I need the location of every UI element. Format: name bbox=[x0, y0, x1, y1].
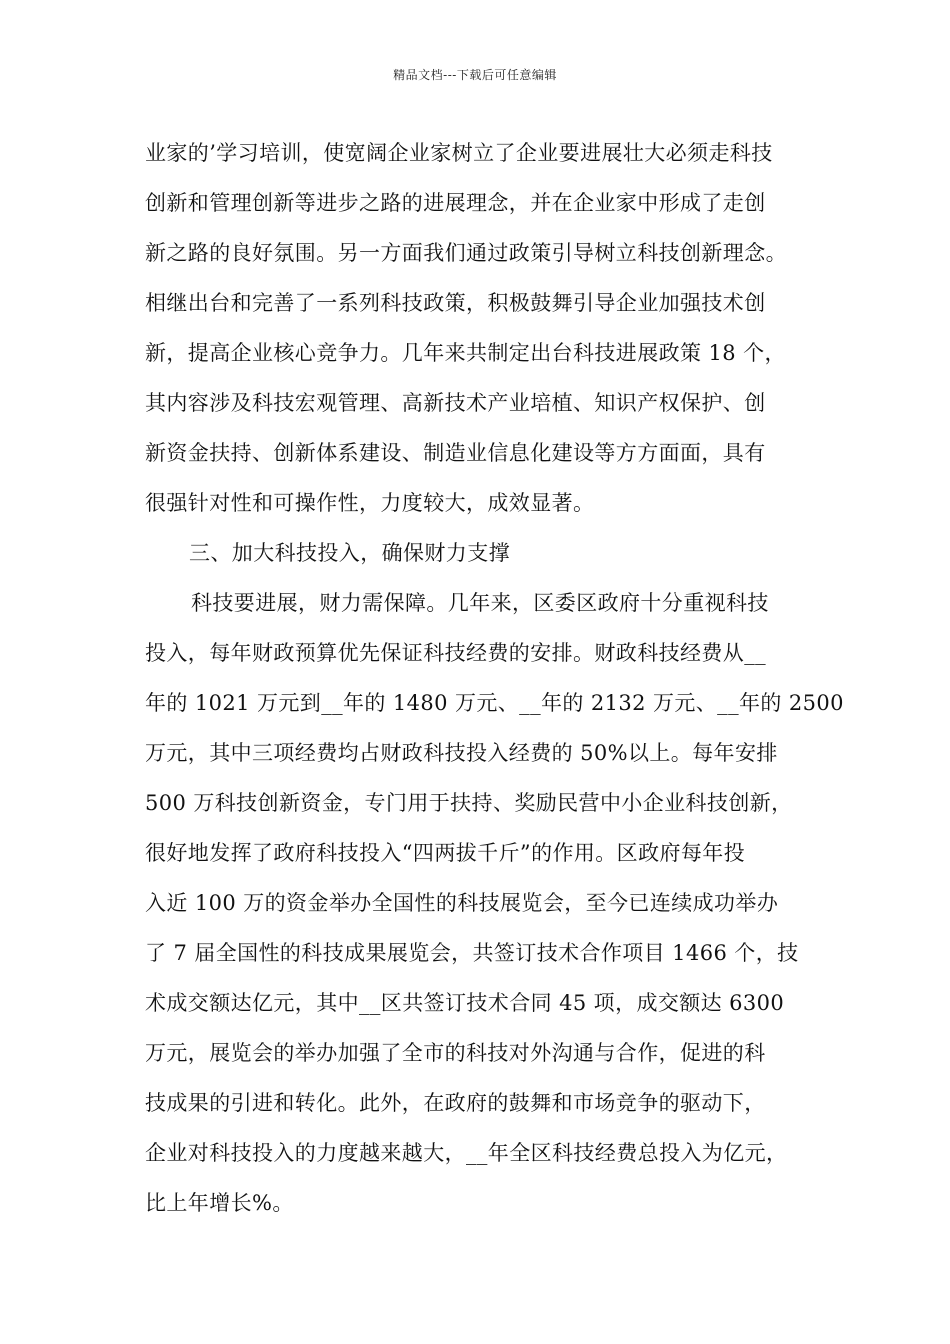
text-line: 新资金扶持、创新体系建设、制造业信息化建设等方方面面，具有 bbox=[145, 441, 766, 465]
text-line: 万元，展览会的举办加强了全市的科技对外沟通与合作，促进的科 bbox=[145, 1041, 766, 1065]
text-line: 比上年增长%。 bbox=[145, 1191, 294, 1215]
text-line: 很强针对性和可操作性，力度较大，成效显著。 bbox=[145, 491, 595, 515]
text-line: 了 7 届全国性的科技成果展览会，共签订技术合作项目 1466 个，技 bbox=[145, 941, 799, 965]
text-line: 年的 1021 万元到__年的 1480 万元、__年的 2132 万元、__年的 2500 bbox=[145, 691, 844, 715]
page-header: 精品文档---下载后可任意编辑 bbox=[393, 68, 557, 82]
text-line: 投入，每年财政预算优先保证科技经费的安排。财政科技经费从__ bbox=[145, 641, 766, 665]
paragraph-first-line: 科技要进展，财力需保障。几年来，区委区政府十分重视科技 bbox=[191, 591, 769, 615]
text-line: 企业对科技投入的力度越来越大，__年全区科技经费总投入为亿元， bbox=[145, 1141, 788, 1165]
text-line: 其内容涉及科技宏观管理、高新技术产业培植、知识产权保护、创 bbox=[145, 391, 766, 415]
text-line: 万元，其中三项经费均占财政科技投入经费的 50%以上。每年安排 bbox=[145, 741, 778, 765]
text-line: 技成果的引进和转化。此外，在政府的鼓舞和市场竞争的驱动下， bbox=[145, 1091, 766, 1115]
document-body bbox=[145, 128, 844, 1228]
text-line: 新，提高企业核心竞争力。几年来共制定出台科技进展政策 18 个， bbox=[145, 341, 786, 365]
text-line: 业家的’学习培训，使宽阔企业家树立了企业要进展壮大必须走科技 bbox=[145, 141, 773, 165]
text-line: 新之路的良好氛围。另一方面我们通过政策引导树立科技创新理念。 bbox=[145, 241, 787, 265]
section-heading: 三、加大科技投入，确保财力支撑 bbox=[189, 541, 510, 565]
text-line: 500 万科技创新资金，专门用于扶持、奖励民营中小企业科技创新， bbox=[145, 791, 793, 815]
text-line: 术成交额达亿元，其中__区共签订技术合同 45 项，成交额达 6300 bbox=[145, 991, 785, 1015]
text-line: 很好地发挥了政府科技投入“四两拔千斤”的作用。区政府每年投 bbox=[145, 841, 746, 865]
text-line: 创新和管理创新等进步之路的进展理念，并在企业家中形成了走创 bbox=[145, 191, 766, 215]
text-line: 相继出台和完善了一系列科技政策，积极鼓舞引导企业加强技术创 bbox=[145, 291, 766, 315]
text-line: 入近 100 万的资金举办全国性的科技展览会，至今已连续成功举办 bbox=[145, 891, 779, 915]
